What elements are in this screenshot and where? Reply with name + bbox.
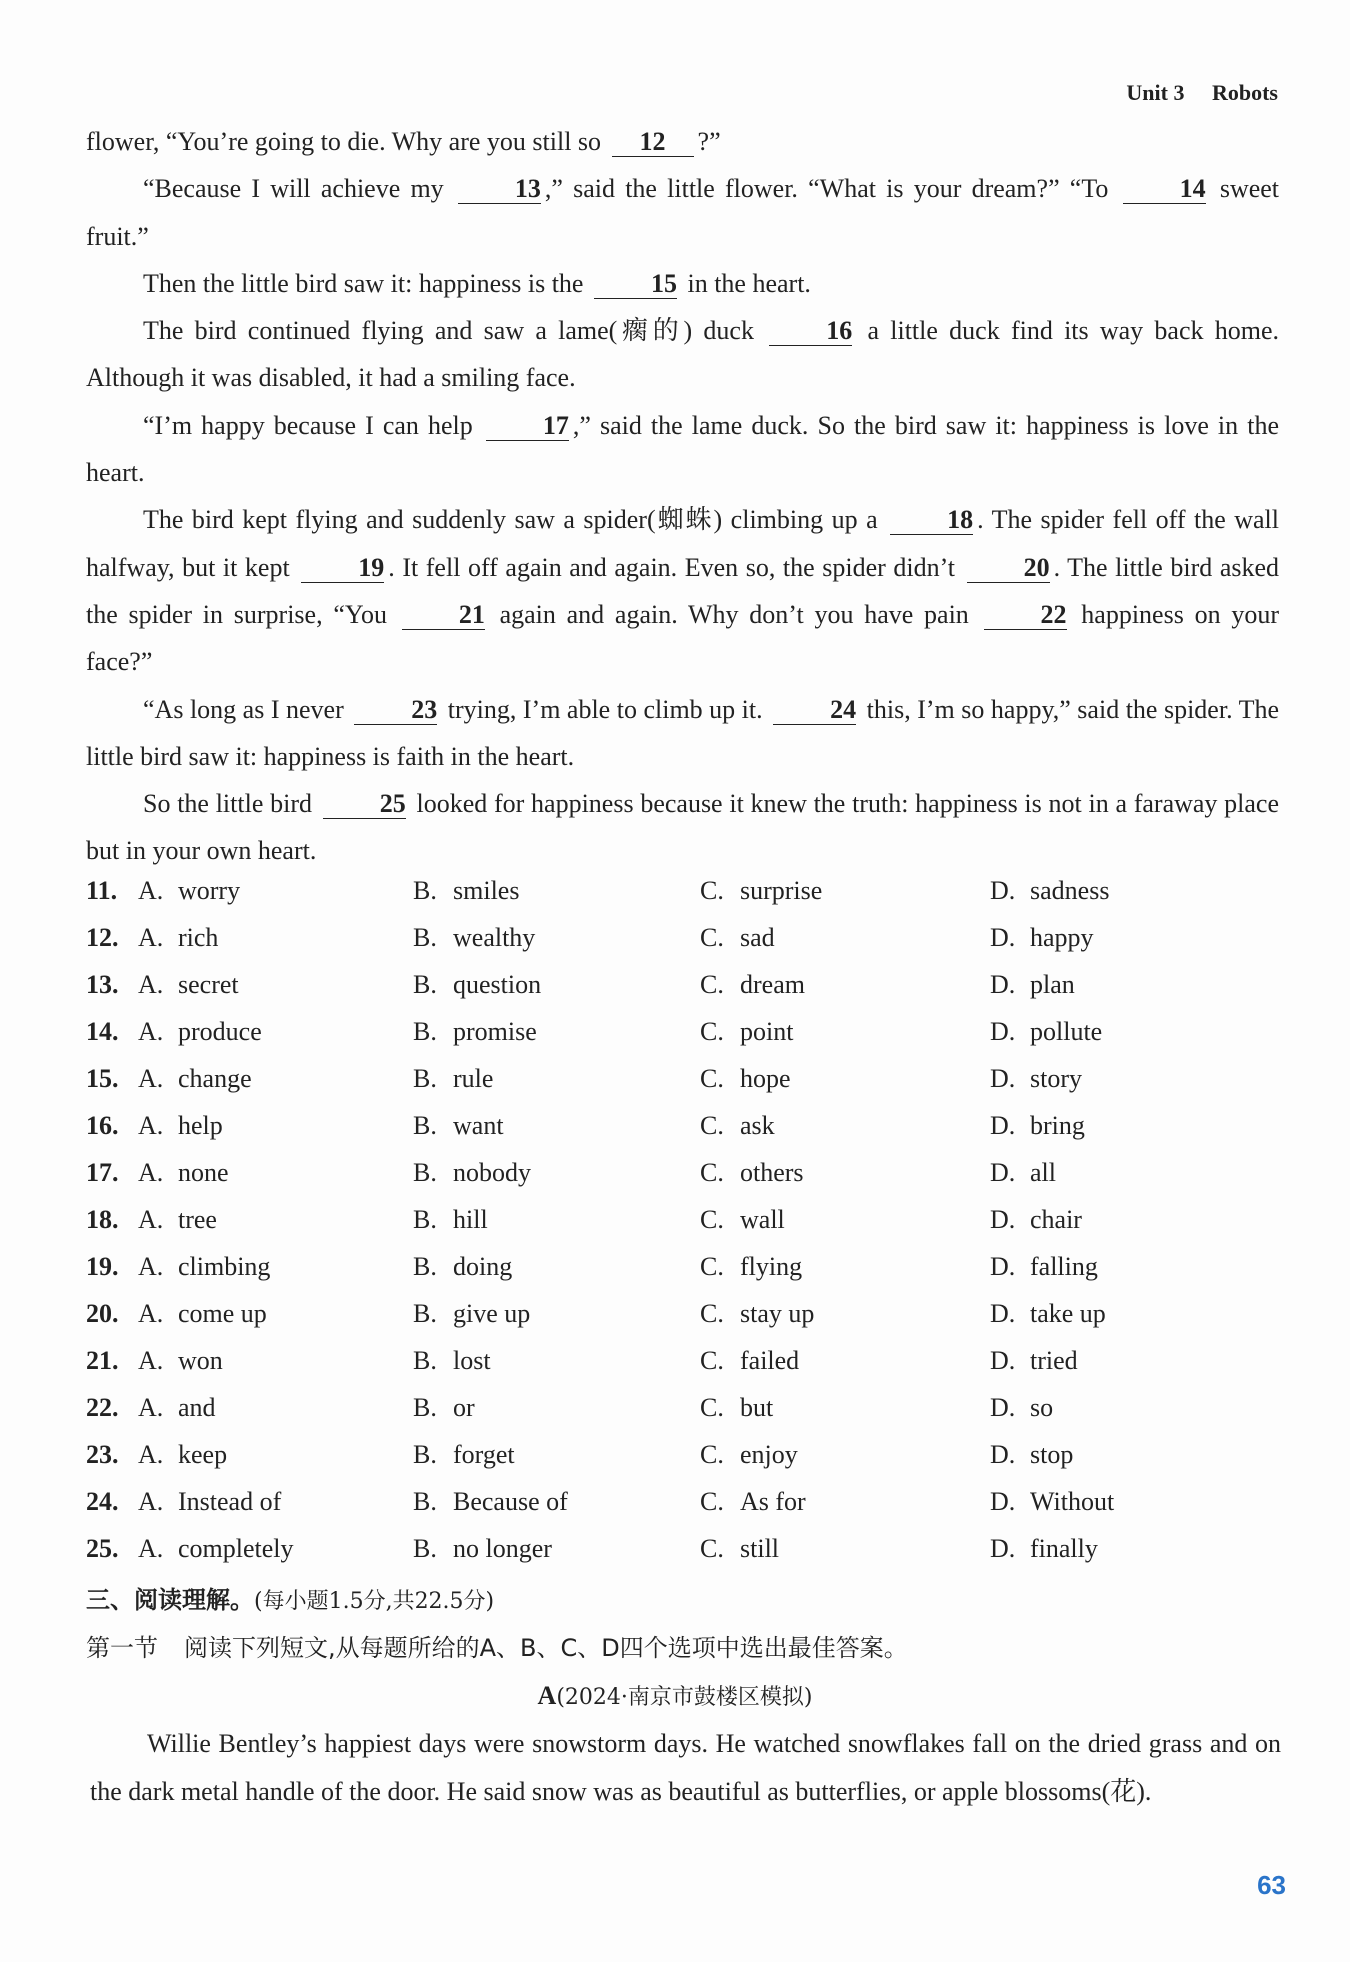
option-a (138, 1111, 223, 1141)
passage-paragraph (86, 307, 1279, 402)
option-letter: B. (413, 970, 437, 999)
option-letter: C. (700, 1017, 724, 1046)
option-b (413, 876, 519, 906)
blank-21: 21 (402, 601, 485, 630)
passage-paragraph (86, 496, 1279, 685)
option-letter: C. (700, 1064, 724, 1093)
option-letter: B. (413, 1393, 437, 1422)
option-letter: B. (413, 1487, 437, 1516)
option-letter: C. (700, 1346, 724, 1375)
option-text: surprise (740, 876, 823, 905)
option-text: lost (453, 1346, 491, 1375)
option-text: none (178, 1158, 229, 1187)
option-text: want (453, 1111, 504, 1140)
blank-13: 13 (458, 175, 541, 204)
option-d (990, 1017, 1102, 1047)
option-c (700, 1158, 804, 1188)
reading-passage-a: Willie Bentley’s happiest days were snowstorm days. He watched snowflakes fall on the dried grass and on the dark metal handle of the door. He said snow was as beautiful as butterflies, or apple blossoms(花). (90, 1729, 1281, 1806)
option-a (138, 1346, 223, 1376)
option-b (413, 1487, 568, 1517)
option-letter: B. (413, 1111, 437, 1140)
option-d (990, 1393, 1053, 1423)
option-b (413, 1158, 531, 1188)
option-letter: C. (700, 1205, 724, 1234)
passage-text: ,” said the little flower. “What is your dream?” “To (544, 174, 1109, 204)
option-letter: B. (413, 1205, 437, 1234)
option-letter: D. (990, 1252, 1016, 1281)
blank-19: 19 (301, 554, 384, 583)
option-text: produce (178, 1017, 262, 1046)
option-text: change (178, 1064, 252, 1093)
question-row (86, 1064, 1279, 1111)
question-row (86, 876, 1279, 923)
option-letter: B. (413, 1158, 437, 1187)
blank-16: 16 (769, 317, 852, 346)
question-row (86, 970, 1279, 1017)
passage-paragraph (86, 118, 1279, 165)
option-text: others (740, 1158, 804, 1187)
option-text: nobody (453, 1158, 531, 1187)
blank-12: 12 (612, 128, 694, 157)
option-letter: A. (138, 1299, 164, 1328)
option-letter: B. (413, 1252, 437, 1281)
option-text: As for (740, 1487, 806, 1516)
question-row (86, 1017, 1279, 1064)
option-letter: B. (413, 1534, 437, 1563)
option-letter: A. (138, 1064, 164, 1093)
option-a (138, 1534, 294, 1564)
option-text: wall (740, 1205, 785, 1234)
passage-text: . It fell off again and again. Even so, the spider didn’t (388, 552, 955, 582)
question-row (86, 1299, 1279, 1346)
question-row (86, 923, 1279, 970)
passage-text: The bird kept flying and suddenly saw a spider(蜘蛛) climbing up a (143, 505, 878, 535)
question-number: 11. (86, 876, 118, 905)
option-text: worry (178, 876, 241, 905)
blank-25: 25 (323, 790, 406, 819)
option-d (990, 1440, 1073, 1470)
question-row (86, 1440, 1279, 1487)
passage-text: this, I’m so happy,” said the spider. The little bird saw it: happiness is faith in the heart. (86, 694, 1280, 771)
option-c (700, 1346, 799, 1376)
option-b (413, 1205, 488, 1235)
option-text: smiles (453, 876, 520, 905)
option-letter: B. (413, 923, 437, 952)
passage-text: Then the little bird saw it: happiness is the (143, 268, 584, 298)
option-text: failed (740, 1346, 800, 1375)
option-c (700, 970, 805, 1000)
option-c (700, 923, 775, 953)
option-b (413, 1111, 504, 1141)
option-text: enjoy (740, 1440, 798, 1469)
option-letter: D. (990, 1158, 1016, 1187)
option-text: finally (1030, 1534, 1098, 1563)
passage-text: flower, “You’re going to die. Why are you still so (86, 127, 602, 156)
passage-text: “As long as I never (143, 694, 344, 724)
option-text: story (1030, 1064, 1082, 1093)
option-text: give up (453, 1299, 531, 1328)
option-letter: A. (138, 1346, 164, 1375)
passage-paragraph (86, 686, 1279, 781)
option-text: tree (178, 1205, 217, 1234)
option-text: point (740, 1017, 794, 1046)
option-d (990, 970, 1075, 1000)
passage-text: . The little bird asked the spider in surprise, “You (86, 552, 1280, 629)
option-d (990, 1064, 1082, 1094)
option-letter: D. (990, 1111, 1016, 1140)
option-text: question (453, 970, 542, 999)
option-c (700, 876, 822, 906)
option-text: hill (453, 1205, 488, 1234)
option-letter: D. (990, 1487, 1016, 1516)
option-text: pollute (1030, 1017, 1103, 1046)
option-letter: D. (990, 1017, 1016, 1046)
section-score-note: (每小题1.5分,共22.5分) (254, 1589, 495, 1614)
option-letter: D. (990, 1393, 1016, 1422)
option-a (138, 1017, 262, 1047)
option-text: happy (1030, 923, 1094, 952)
option-letter: A. (138, 1111, 164, 1140)
option-letter: C. (700, 923, 724, 952)
option-letter: C. (700, 876, 724, 905)
passage-text: ?” (697, 127, 721, 156)
option-letter: C. (700, 1111, 724, 1140)
option-text: sad (740, 923, 775, 952)
option-letter: A. (138, 1393, 164, 1422)
option-letter: B. (413, 1299, 437, 1328)
option-letter: D. (990, 970, 1016, 999)
option-letter: C. (700, 970, 724, 999)
question-row (86, 1534, 1279, 1581)
option-text: promise (453, 1017, 537, 1046)
option-letter: C. (700, 1487, 724, 1516)
passage-source: (2024·南京市鼓楼区模拟) (556, 1685, 813, 1710)
option-letter: A. (138, 876, 164, 905)
part-instruction (86, 1628, 908, 1663)
question-number: 23. (86, 1440, 119, 1469)
option-text: bring (1030, 1111, 1085, 1140)
option-letter: C. (700, 1534, 724, 1563)
option-text: come up (178, 1299, 267, 1328)
option-letter: D. (990, 1299, 1016, 1328)
option-a (138, 1440, 227, 1470)
question-row (86, 1111, 1279, 1158)
question-row (86, 1487, 1279, 1534)
option-letter: A. (138, 1205, 164, 1234)
question-number: 22. (86, 1393, 119, 1422)
answer-options (86, 876, 1279, 1581)
option-letter: A. (138, 1534, 164, 1563)
option-text: keep (178, 1440, 228, 1469)
passage-letter: A (537, 1681, 557, 1710)
option-d (990, 876, 1109, 906)
blank-15: 15 (594, 270, 677, 299)
option-text: doing (453, 1252, 513, 1281)
cloze-passage (86, 118, 1279, 875)
question-number: 14. (86, 1017, 119, 1046)
option-b (413, 1252, 512, 1282)
passage-paragraph (86, 260, 1279, 307)
option-letter: A. (138, 1487, 164, 1516)
passage-text: The bird continued flying and saw a lame(瘸的) duck (143, 316, 754, 346)
option-c (700, 1017, 793, 1047)
passage-paragraph (86, 165, 1279, 260)
option-letter: B. (413, 1346, 437, 1375)
option-b (413, 1440, 515, 1470)
option-text: hope (740, 1064, 791, 1093)
option-d (990, 1158, 1056, 1188)
blank-24: 24 (773, 696, 856, 725)
passage-text: sweet fruit.” (86, 174, 1280, 251)
option-text: but (740, 1393, 774, 1422)
option-text: help (178, 1111, 223, 1140)
passage-text: again and again. Why don’t you have pain (499, 599, 969, 629)
option-d (990, 1299, 1106, 1329)
blank-22: 22 (984, 601, 1067, 630)
option-text: or (453, 1393, 475, 1422)
option-letter: C. (700, 1440, 724, 1469)
option-letter: A. (138, 1440, 164, 1469)
blank-18: 18 (890, 506, 973, 535)
part-label: 第一节 (86, 1634, 158, 1662)
option-text: secret (178, 970, 239, 999)
option-a (138, 923, 218, 953)
option-d (990, 1346, 1078, 1376)
option-letter: A. (138, 1017, 164, 1046)
option-letter: C. (700, 1252, 724, 1281)
option-text: take up (1030, 1299, 1106, 1328)
option-d (990, 1111, 1085, 1141)
option-letter: C. (700, 1158, 724, 1187)
question-row (86, 1252, 1279, 1299)
question-number: 24. (86, 1487, 119, 1516)
option-text: wealthy (453, 923, 536, 952)
option-text: ask (740, 1111, 775, 1140)
option-text: rule (453, 1064, 494, 1093)
section-title: 三、阅读理解。 (86, 1586, 254, 1614)
question-number: 15. (86, 1064, 119, 1093)
option-text: falling (1030, 1252, 1098, 1281)
option-text: rich (178, 923, 219, 952)
option-c (700, 1299, 814, 1329)
option-letter: B. (413, 876, 437, 905)
option-text: dream (740, 970, 805, 999)
passage-text: trying, I’m able to climb up it. (447, 694, 763, 724)
passage-subtitle (0, 1680, 1350, 1711)
option-text: Because of (453, 1487, 568, 1516)
question-row (86, 1393, 1279, 1440)
option-b (413, 970, 541, 1000)
option-d (990, 1534, 1098, 1564)
option-letter: D. (990, 1440, 1016, 1469)
option-b (413, 1064, 493, 1094)
question-number: 21. (86, 1346, 119, 1375)
passage-text: a little duck find its way back home. Although it was disabled, it had a smiling face. (86, 316, 1280, 393)
option-a (138, 1487, 281, 1517)
option-text: chair (1030, 1205, 1082, 1234)
question-number: 25. (86, 1534, 119, 1563)
passage-text: So the little bird (143, 789, 312, 819)
question-number: 16. (86, 1111, 119, 1140)
option-letter: B. (413, 1440, 437, 1469)
question-number: 20. (86, 1299, 119, 1328)
option-a (138, 1158, 229, 1188)
option-d (990, 1205, 1082, 1235)
option-b (413, 1393, 475, 1423)
option-text: stop (1030, 1440, 1074, 1469)
blank-23: 23 (354, 696, 437, 725)
option-a (138, 1393, 216, 1423)
option-text: plan (1030, 970, 1075, 999)
blank-17: 17 (486, 412, 569, 441)
question-number: 18. (86, 1205, 119, 1234)
option-b (413, 1346, 491, 1376)
part-instruction-text: 阅读下列短文,从每题所给的A、B、C、D四个选项中选出最佳答案。 (184, 1634, 908, 1662)
option-letter: A. (138, 970, 164, 999)
option-letter: D. (990, 1064, 1016, 1093)
passage-text: “Because I will achieve my (143, 174, 444, 204)
section-heading (86, 1580, 494, 1615)
option-text: so (1030, 1393, 1054, 1422)
option-b (413, 1017, 537, 1047)
option-letter: C. (700, 1393, 724, 1422)
option-text: won (178, 1346, 223, 1375)
blank-20: 20 (967, 554, 1050, 583)
option-text: no longer (453, 1534, 552, 1563)
option-c (700, 1205, 785, 1235)
option-c (700, 1440, 798, 1470)
option-letter: D. (990, 1346, 1016, 1375)
passage-paragraph (86, 402, 1279, 497)
option-a (138, 1252, 270, 1282)
passage-text: happiness on your face?” (86, 599, 1279, 677)
unit-label: Unit 3 (1126, 80, 1185, 105)
page-header (1126, 80, 1278, 106)
option-a (138, 1299, 267, 1329)
option-letter: A. (138, 1158, 164, 1187)
option-text: Instead of (178, 1487, 282, 1516)
page-number: 63 (1257, 1870, 1286, 1900)
option-c (700, 1393, 773, 1423)
option-letter: D. (990, 923, 1016, 952)
option-c (700, 1111, 775, 1141)
option-letter: A. (138, 923, 164, 952)
option-c (700, 1487, 806, 1517)
option-text: climbing (178, 1252, 271, 1281)
option-text: forget (453, 1440, 515, 1469)
option-b (413, 923, 535, 953)
option-text: still (740, 1534, 780, 1563)
question-number: 17. (86, 1158, 119, 1187)
passage-text: ,” said the lame duck. So the bird saw it: happiness is love in the heart. (86, 410, 1279, 488)
question-row (86, 1346, 1279, 1393)
option-letter: B. (413, 1017, 437, 1046)
question-number: 19. (86, 1252, 119, 1281)
question-row (86, 1158, 1279, 1205)
option-a (138, 970, 239, 1000)
option-c (700, 1534, 779, 1564)
passage-text: looked for happiness because it knew the truth: happiness is not in a faraway place but in your own heart. (86, 789, 1280, 866)
passage-text: in the heart. (687, 268, 811, 298)
option-text: all (1030, 1158, 1056, 1187)
blank-14: 14 (1123, 175, 1206, 204)
option-c (700, 1064, 791, 1094)
option-text: and (178, 1393, 216, 1422)
option-b (413, 1299, 530, 1329)
option-text: tried (1030, 1346, 1078, 1375)
question-number: 12. (86, 923, 119, 952)
passage-paragraph (86, 780, 1279, 875)
passage-text: “I’m happy because I can help (143, 410, 473, 440)
option-a (138, 876, 240, 906)
option-letter: B. (413, 1064, 437, 1093)
option-text: flying (740, 1252, 803, 1281)
question-number: 13. (86, 970, 119, 999)
option-d (990, 1487, 1114, 1517)
option-letter: C. (700, 1299, 724, 1328)
option-c (700, 1252, 802, 1282)
option-text: stay up (740, 1299, 815, 1328)
option-letter: D. (990, 876, 1016, 905)
option-text: completely (178, 1534, 294, 1563)
passage-text: . The spider fell off the wall halfway, but it kept (86, 505, 1280, 582)
option-b (413, 1534, 552, 1564)
option-a (138, 1064, 252, 1094)
option-text: Without (1030, 1487, 1115, 1516)
option-letter: A. (138, 1252, 164, 1281)
option-a (138, 1205, 217, 1235)
question-row (86, 1205, 1279, 1252)
option-letter: D. (990, 1534, 1016, 1563)
option-letter: D. (990, 1205, 1016, 1234)
option-text: sadness (1030, 876, 1110, 905)
unit-title: Robots (1211, 80, 1278, 105)
option-d (990, 1252, 1098, 1282)
option-d (990, 923, 1094, 953)
